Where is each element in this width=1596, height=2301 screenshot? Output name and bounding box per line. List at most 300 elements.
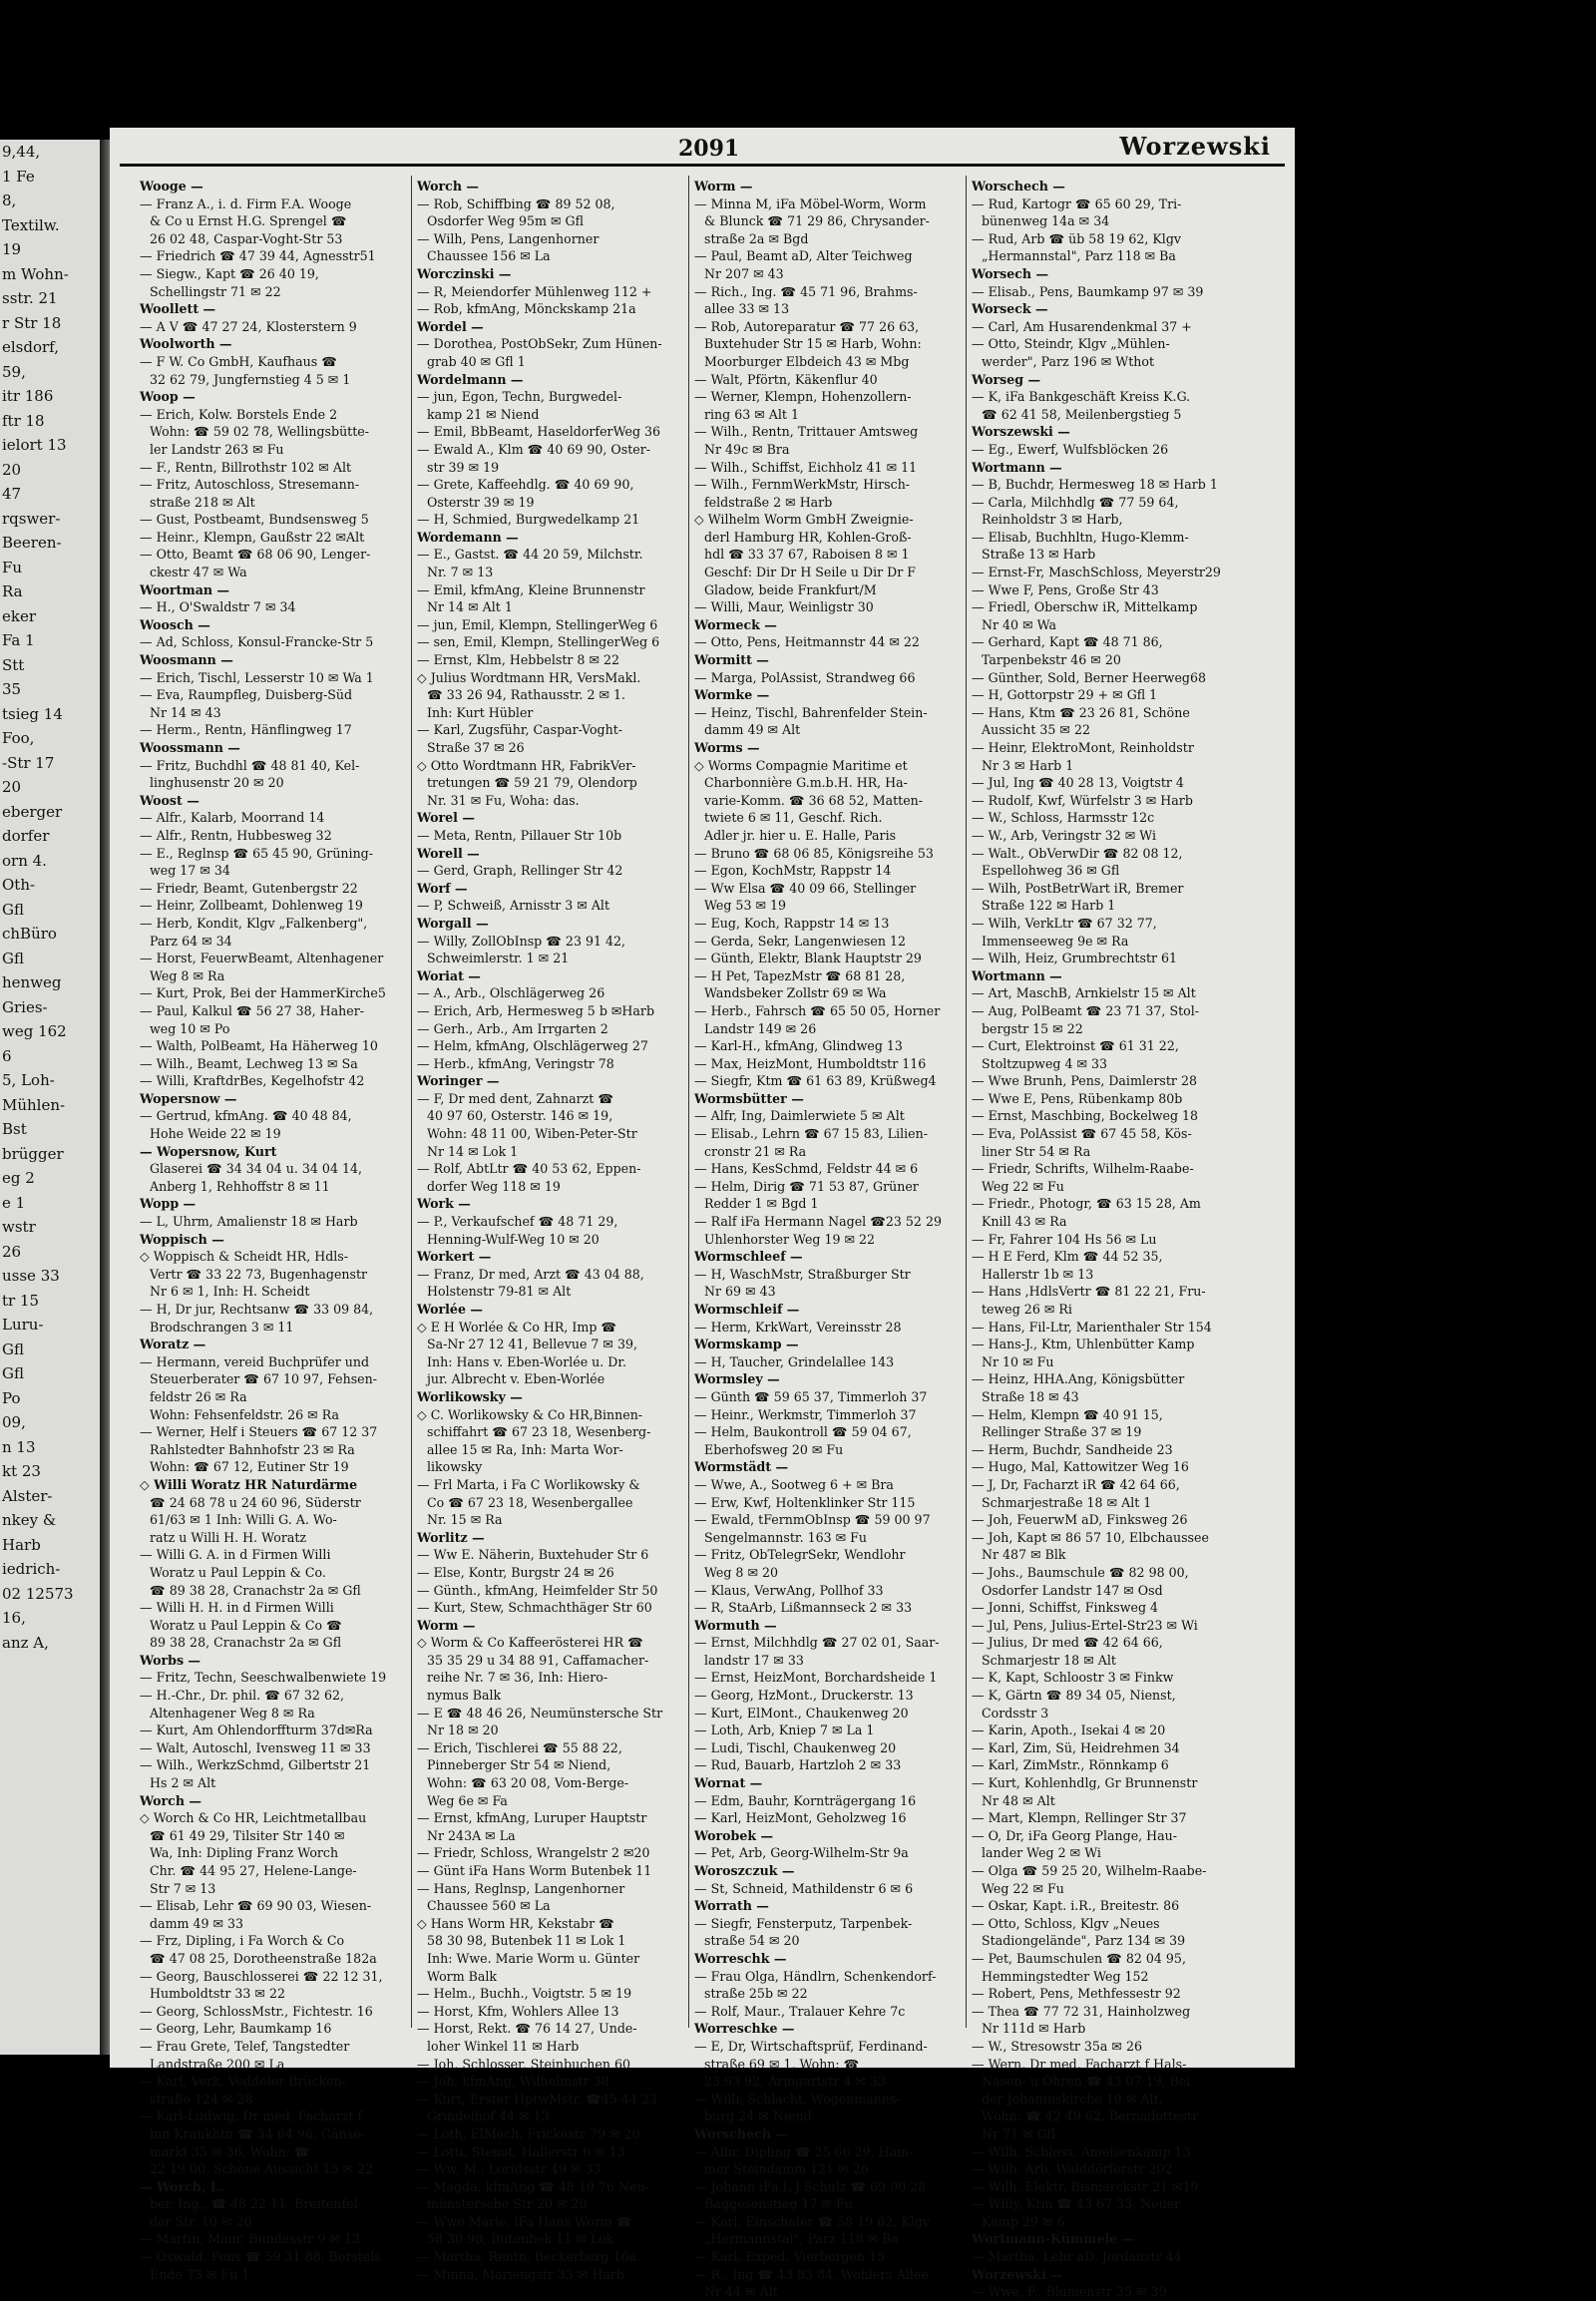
directory-entry: Nr 14 ✉ Lok 1	[427, 1143, 519, 1159]
directory-entry: — Willi, Maur, Weinligstr 30	[694, 599, 874, 615]
directory-entry: — Otto, Steindr, Klgv „Mühlen-	[972, 336, 1170, 352]
directory-entry: Nr 44 ✉ Alt	[704, 2284, 778, 2300]
left-page-fragment: Fu	[2, 558, 23, 576]
directory-entry: ◇ Wilhelm Worm GmbH Zweignie-	[694, 512, 914, 528]
surname-heading: Worell —	[417, 845, 480, 861]
surname-heading: Worm —	[417, 1617, 476, 1633]
directory-entry: — Frau Grete, Telef, Tangstedter	[140, 2038, 350, 2054]
surname-heading: Wormeck —	[694, 616, 777, 632]
surname-heading: Woossmann —	[140, 740, 240, 755]
column-rule	[688, 176, 689, 2028]
directory-entry: — Curt, Elektroinst ☎ 61 31 22,	[972, 1038, 1179, 1054]
surname-heading: Worreschk —	[694, 1950, 787, 1966]
directory-entry: 22 19 00, Schöne Aussicht 15 ✉ 22	[150, 2161, 374, 2177]
directory-entry: — Günt iFa Hans Worm Butenbek 11	[417, 1863, 652, 1878]
directory-entry: — Otto, Pens, Heitmannstr 44 ✉ 22	[694, 634, 920, 650]
directory-entry: — Wilh, Pens, Langenhorner	[417, 230, 599, 246]
surname-heading: Woppisch —	[140, 1231, 224, 1247]
directory-entry: — Rolf, AbtLtr ☎ 40 53 62, Eppen-	[417, 1161, 641, 1177]
surname-heading: Wooge —	[140, 179, 203, 193]
directory-entry: ◇ C. Worlikowsky & Co HR,Binnen-	[417, 1406, 643, 1422]
directory-entry: — Günther, Sold, Berner Heerweg68	[972, 669, 1206, 685]
directory-entry: — Wwe E, Pens, Rübenkamp 80b	[972, 1090, 1183, 1106]
left-page-fragment: Gfl	[2, 1364, 24, 1382]
directory-entry: — K, Gärtn ☎ 89 34 05, Nienst,	[972, 1688, 1176, 1704]
surname-heading: Worlée —	[417, 1302, 483, 1317]
directory-entry: — Helm., Buchh., Voigtstr. 5 ✉ 19	[417, 1986, 632, 2002]
directory-entry: ◇ E H Worlée & Co HR, Imp ☎	[417, 1319, 617, 1335]
directory-entry: — Fritz, ObTelegrSekr, Wendlohr	[694, 1547, 906, 1563]
directory-entry: Moorburger Elbdeich 43 ✉ Mbg	[704, 353, 910, 369]
directory-entry: — Ernst, Milchhdlg ☎ 27 02 01, Saar-	[694, 1635, 940, 1651]
directory-entry: weg 17 ✉ 34	[150, 863, 230, 879]
directory-entry: — Eva, PolAssist ☎ 67 45 58, Kös-	[972, 1126, 1192, 1142]
directory-entry: — Ernst, kfmAng, Luruper Hauptstr	[417, 1810, 647, 1826]
directory-entry: — Martha, Lehr aD, Jordanstr 44	[972, 2249, 1182, 2265]
directory-entry: Landstraße 200 ✉ La	[150, 2056, 285, 2072]
directory-entry: — Marga, PolAssist, Strandweg 66	[694, 669, 916, 685]
directory-entry: — Pet, Baumschulen ☎ 82 04 95,	[972, 1950, 1186, 1966]
directory-entry: — Rolf, Maur., Tralauer Kehre 7c	[694, 2003, 906, 2019]
directory-entry: — Kurt, Prok, Bei der HammerKirche5	[140, 985, 386, 1001]
surname-heading: Worel —	[417, 810, 475, 826]
directory-entry: Wa, Inh: Dipling Franz Worch	[150, 1845, 339, 1861]
left-page-fragment: itr 186	[2, 387, 54, 405]
surname-heading: Woosmann —	[140, 652, 233, 668]
directory-entry: — Ewald A., Klm ☎ 40 69 90, Oster-	[417, 441, 651, 457]
directory-entry: Rellinger Straße 37 ✉ 19	[982, 1424, 1142, 1440]
directory-entry: — jun, Emil, Klempn, StellingerWeg 6	[417, 616, 658, 632]
directory-entry: ◇ Worm & Co Kaffeerösterei HR ☎	[417, 1635, 643, 1651]
left-page-fragment: weg 162	[2, 1022, 67, 1040]
directory-entry: Anberg 1, Rehhoffstr 8 ✉ 11	[150, 1178, 330, 1194]
left-page-fragment: Beeren-	[2, 534, 62, 552]
directory-entry: markt 35 ✉ 36, Wohn: ☎	[150, 2143, 310, 2159]
directory-entry: — Jonni, Schiffst, Finksweg 4	[972, 1600, 1159, 1616]
directory-entry: Nr. 15 ✉ Ra	[427, 1512, 503, 1528]
directory-entry: — W., Stresowstr 35a ✉ 26	[972, 2038, 1142, 2054]
left-page-fragment: Harb	[2, 1535, 41, 1554]
surname-heading: Worgall —	[417, 915, 489, 931]
directory-entry: — Fr, Fahrer 104 Hs 56 ✉ Lu	[972, 1231, 1157, 1247]
directory-entry: Schmarjestraße 18 ✉ Alt 1	[982, 1494, 1152, 1510]
directory-entry: — Hans, Reglnsp, Langenhorner	[417, 1880, 625, 1896]
directory-entry: — Kurt, ElMont., Chaukenweg 20	[694, 1705, 909, 1721]
directory-entry: weg 10 ✉ Po	[150, 1020, 230, 1036]
column-1	[140, 178, 407, 2283]
surname-heading: Wormschleef —	[694, 1249, 803, 1265]
left-page-fragment: 9,44,	[2, 143, 41, 161]
directory-entry: — Erich, Arb, Hermesweg 5 b ✉Harb	[417, 1002, 655, 1018]
directory-entry: — Wilh., WerkzSchmd, Gilbertstr 21	[140, 1757, 371, 1773]
directory-entry: — Rich., Ing. ☎ 45 71 96, Brahms-	[694, 283, 918, 299]
directory-entry: — Wwe Marie, iFa Hans Worm ☎	[417, 2213, 632, 2229]
directory-entry: — Friedr., Photogr, ☎ 63 15 28, Am	[972, 1196, 1201, 1212]
left-page-fragment: Gries-	[2, 997, 48, 1016]
surname-heading: Wordemann —	[417, 529, 519, 545]
directory-entry: — Oswald, Pens ☎ 59 31 88, Borstels	[140, 2249, 381, 2265]
directory-entry: Tarpenbekstr 46 ✉ 20	[982, 652, 1121, 668]
left-page-fragment: 20	[2, 460, 22, 479]
left-page-fragment: rqswer-	[2, 509, 61, 528]
directory-entry: — Ernst-Fr, MaschSchloss, Meyerstr29	[972, 565, 1221, 580]
directory-entry: — Helm, Baukontroll ☎ 59 04 67,	[694, 1424, 912, 1440]
directory-entry: — Franz, Dr med, Arzt ☎ 43 04 88,	[417, 1266, 644, 1282]
previous-page-edge	[0, 140, 100, 2055]
directory-entry: ◇ Willi Woratz HR Naturdärme	[140, 1476, 358, 1492]
directory-entry: Charbonnière G.m.b.H. HR, Ha-	[704, 775, 908, 791]
directory-entry: — Rud, Kartogr ☎ 65 60 29, Tri-	[972, 195, 1182, 211]
directory-entry: Sa-Nr 27 12 41, Bellevue 7 ✉ 39,	[427, 1337, 638, 1352]
directory-entry: — Wilh, Schloss, Ameisenkamp 13	[972, 2143, 1191, 2159]
left-page-fragment: e 1	[2, 1193, 26, 1212]
directory-entry: — Karl, Zugsführ, Caspar-Voght-	[417, 722, 623, 738]
directory-entry: straße 2a ✉ Bgd	[704, 230, 809, 246]
surname-heading: Wormke —	[694, 687, 770, 703]
directory-entry: — Gerda, Sekr, Langenwiesen 12	[694, 933, 906, 949]
directory-entry: — Willy, Ktm ☎ 43 67 33, Neuer	[972, 2196, 1181, 2212]
directory-entry: Wohn: 48 11 00, Wiben-Peter-Str	[427, 1126, 637, 1142]
left-page-fragment: 02 12573	[2, 1584, 74, 1603]
directory-entry: Weg 53 ✉ 19	[704, 898, 787, 914]
directory-entry: — Fritz, Techn, Seeschwalbenwiete 19	[140, 1670, 387, 1686]
directory-entry: Weg 8 ✉ 20	[704, 1564, 779, 1580]
directory-entry: Weg 22 ✉ Fu	[982, 1880, 1064, 1896]
directory-entry: — Herb., kfmAng, Veringstr 78	[417, 1055, 614, 1071]
directory-entry: — Otto, Schloss, Klgv „Neues	[972, 1915, 1160, 1931]
directory-entry: feldstr 26 ✉ Ra	[150, 1388, 247, 1404]
directory-entry: — Else, Kontr, Burgstr 24 ✉ 26	[417, 1564, 614, 1580]
directory-entry: — Martha, Rentn, Beckerberg 16a	[417, 2249, 636, 2265]
surname-heading: Woollett —	[140, 301, 216, 317]
directory-entry: — Gertrud, kfmAng. ☎ 40 48 84,	[140, 1108, 352, 1124]
directory-entry: — Gerhard, Kapt ☎ 48 71 86,	[972, 634, 1163, 650]
directory-entry: — Rud, Bauarb, Hartzloh 2 ✉ 33	[694, 1757, 902, 1773]
left-page-fragment: 20	[2, 778, 22, 796]
directory-entry: — K, iFa Bankgeschäft Kreiss K.G.	[972, 389, 1191, 405]
directory-entry: — Horst, Rekt. ☎ 76 14 27, Unde-	[417, 2021, 637, 2037]
left-page-fragment: 09,	[2, 1413, 26, 1431]
directory-entry: Nr 243A ✉ La	[427, 1827, 516, 1843]
left-page-fragment: tr 15	[2, 1291, 40, 1310]
directory-entry: — H, WaschMstr, Straßburger Str	[694, 1266, 911, 1282]
directory-entry: — Heinz, Tischl, Bahrenfelder Stein-	[694, 704, 928, 720]
directory-entry: ◇ Julius Wordtmann HR, VersMakl.	[417, 669, 641, 685]
directory-entry: — Ww E. Näherin, Buxtehuder Str 6	[417, 1547, 649, 1563]
directory-entry: — Alfr, Ing, Daimlerwiete 5 ✉ Alt	[694, 1108, 905, 1124]
directory-entry: — Erich, Tischl, Lesserstr 10 ✉ Wa 1	[140, 669, 374, 685]
surname-heading: Woratz —	[140, 1337, 206, 1352]
directory-entry: — Wern, Dr med, Facharzt f Hals-	[972, 2056, 1187, 2072]
directory-entry: Grindelhof 44 ✉ 13	[427, 2109, 550, 2124]
surname-heading: Wortmann-Kümmele —	[972, 2231, 1135, 2247]
left-page-fragment: 8,	[2, 192, 17, 209]
directory-entry: Gladow, beide Frankfurt/M	[704, 581, 877, 597]
surname-heading: Wormstädt —	[694, 1459, 789, 1475]
directory-entry: — W., Schloss, Harmsstr 12c	[972, 810, 1155, 826]
directory-entry: damm 49 ✉ Alt	[704, 722, 801, 738]
directory-entry: — Klaus, VerwAng, Pollhof 33	[694, 1582, 884, 1598]
directory-entry: — H, Schmied, Burgwedelkamp 21	[417, 512, 640, 528]
directory-entry: Schellingstr 71 ✉ 22	[150, 283, 281, 299]
directory-entry: Nasen- u Ohren ☎ 43 07 19, Bei	[982, 2074, 1191, 2090]
directory-entry: ☎ 24 68 78 u 24 60 96, Süderstr	[150, 1494, 361, 1510]
directory-entry: ☎ 33 26 94, Rathausstr. 2 ✉ 1.	[427, 687, 626, 703]
directory-entry: Nr 69 ✉ 43	[704, 1284, 776, 1300]
directory-entry: Weg 6e ✉ Fa	[427, 1792, 508, 1808]
directory-entry: — Willy, ZollObInsp ☎ 23 91 42,	[417, 933, 626, 949]
directory-entry: — Friedr, Schrifts, Wilhelm-Raabe-	[972, 1161, 1194, 1177]
directory-entry: — P, Schweiß, Arnisstr 3 ✉ Alt	[417, 898, 610, 914]
left-page-fragment: dorfer	[2, 827, 50, 845]
directory-entry: — Ernst, Klm, Hebbelstr 8 ✉ 22	[417, 652, 620, 668]
directory-entry: — F., Rentn, Billrothstr 102 ✉ Alt	[140, 459, 352, 475]
directory-entry: — Werner, Helf i Steuers ☎ 67 12 37	[140, 1424, 378, 1440]
left-page-fragment: Po	[2, 1388, 21, 1407]
directory-entry: — Franz A., i. d. Firm F.A. Wooge	[140, 195, 352, 211]
directory-entry: — H, Taucher, Grindelallee 143	[694, 1353, 895, 1369]
left-page-fragment: -Str 17	[2, 753, 55, 772]
directory-entry: Reinholdstr 3 ✉ Harb,	[982, 512, 1123, 528]
directory-entry: — Karl, ZimMstr., Rönnkamp 6	[972, 1757, 1169, 1773]
directory-entry: — Herm., Rentn, Hänflingweg 17	[140, 722, 352, 738]
surname-heading: Wormskamp —	[694, 1337, 799, 1352]
directory-entry: — Frz, Dipling, i Fa Worch & Co	[140, 1933, 345, 1949]
directory-entry: — J, Dr, Facharzt iR ☎ 42 64 66,	[972, 1476, 1180, 1492]
directory-entry: ☎ 47 08 25, Dorotheenstraße 182a	[150, 1950, 377, 1966]
left-page-fragment: Gfl	[2, 1340, 24, 1358]
directory-entry: — Günth ☎ 59 65 37, Timmerloh 37	[694, 1388, 928, 1404]
directory-entry: hdl ☎ 33 37 67, Raboisen 8 ✉ 1	[704, 547, 910, 563]
directory-entry: — Rob, Autoreparatur ☎ 77 26 63,	[694, 318, 920, 334]
left-page-fragment: eker	[2, 606, 37, 625]
directory-entry: — Heinz, HHA.Ang, Königsbütter	[972, 1371, 1185, 1387]
directory-entry: — Magda, kfmAng ☎ 48 19 76 Neu-	[417, 2178, 649, 2194]
left-page-fragment: 6	[2, 1046, 12, 1065]
directory-entry: — Wilh., Beamt, Lechweg 13 ✉ Sa	[140, 1055, 358, 1071]
surname-heading: Worczinski —	[417, 265, 512, 281]
directory-entry: 61/63 ✉ 1 Inh: Willi G. A. Wo-	[150, 1512, 337, 1528]
directory-entry: — Wilh, Arb, Walddörferstr 202	[972, 2161, 1173, 2177]
directory-entry: — Bruno ☎ 68 06 85, Königsreihe 53	[694, 845, 934, 861]
directory-entry: „Hermannstal", Parz 118 ✉ Ba	[982, 248, 1176, 264]
directory-entry: straße 124 ✉ 28	[150, 2091, 253, 2107]
directory-entry: werder", Parz 196 ✉ Wthot	[982, 353, 1155, 369]
directory-entry: allee 15 ✉ Ra, Inh: Marta Wor-	[427, 1441, 623, 1457]
directory-entry: — Karl, Exped, Vierbergen 15	[694, 2249, 886, 2265]
directory-entry: — E., Gastst. ☎ 44 20 59, Milchstr.	[417, 547, 643, 563]
directory-entry: Woratz u Paul Leppin & Co.	[150, 1564, 326, 1580]
directory-entry: Inh: Wwe. Marie Worm u. Günter	[427, 1950, 640, 1966]
directory-entry: — Olga ☎ 59 25 20, Wilhelm-Raabe-	[972, 1863, 1207, 1878]
directory-entry: — Carl, Am Husarendenkmal 37 +	[972, 318, 1192, 334]
directory-entry: Chaussee 560 ✉ La	[427, 1898, 551, 1914]
directory-entry: ber. Ing., ☎ 48 22 11, Breitenfel-	[150, 2196, 362, 2212]
left-page-fragment: eg 2	[2, 1169, 35, 1187]
directory-entry: 35 35 29 u 34 88 91, Caffamacher-	[427, 1652, 649, 1668]
directory-entry: Steuerberater ☎ 67 10 97, Fehsen-	[150, 1371, 377, 1387]
directory-entry: — Ralf iFa Hermann Nagel ☎23 52 29	[694, 1214, 942, 1230]
left-page-fragment: 26	[2, 1242, 22, 1261]
left-page-fragment: ftr 18	[2, 411, 45, 430]
left-page-fragment: 47	[2, 485, 22, 503]
directory-entry: — Joh, FeuerwM aD, Finksweg 26	[972, 1512, 1188, 1528]
left-page-fragment: iedrich-	[2, 1560, 61, 1578]
directory-entry: — Elisab, Buchhltn, Hugo-Klemm-	[972, 529, 1189, 545]
directory-entry: — Mart, Klempn, Rellinger Str 37	[972, 1810, 1187, 1826]
directory-entry: schiffahrt ☎ 67 23 18, Wesenberg-	[427, 1424, 651, 1440]
directory-entry: — Karl, Einschaler ☎ 58 19 62, Klgv	[694, 2213, 930, 2229]
directory-entry: — Horst, FeuerwBeamt, Altenhagener	[140, 951, 384, 966]
directory-entry: landstr 17 ✉ 33	[704, 1652, 804, 1668]
directory-entry: — Georg, Lehr, Baumkamp 16	[140, 2021, 332, 2037]
directory-entry: ◇ Otto Wordtmann HR, FabrikVer-	[417, 757, 636, 773]
directory-entry: kamp 21 ✉ Niend	[427, 406, 540, 422]
surname-heading: Wopersnow —	[140, 1090, 237, 1106]
directory-entry: ◇ Hans Worm HR, Kekstabr ☎	[417, 1915, 614, 1931]
directory-entry: — Kurt, Kohlenhdlg, Gr Brunnenstr	[972, 1775, 1198, 1791]
directory-entry: Espellohweg 36 ✉ Gfl	[982, 863, 1120, 879]
directory-entry: Glaserei ☎ 34 34 04 u. 34 04 14,	[150, 1161, 362, 1177]
left-page-fragment: kt 23	[2, 1462, 41, 1480]
directory-entry: — Wilh, Elektr, Bismarckstr 21 ✉19	[972, 2178, 1199, 2194]
directory-entry: Nr 6 ✉ 1, Inh: H. Scheidt	[150, 1284, 310, 1300]
column-2	[417, 178, 684, 2283]
directory-entry: — H, Gottorpstr 29 + ✉ Gfl 1	[972, 687, 1158, 703]
surname-heading: Worobek —	[694, 1827, 774, 1843]
directory-entry: 40 97 60, Osterstr. 146 ✉ 19,	[427, 1108, 613, 1124]
directory-entry: ring 63 ✉ Alt 1	[704, 406, 800, 422]
surname-heading: Worrath —	[694, 1898, 769, 1914]
surname-heading: Worszewski —	[972, 424, 1070, 440]
directory-entry: — Ludi, Tischl, Chaukenweg 20	[694, 1739, 897, 1755]
surname-heading: Woortman —	[140, 581, 229, 597]
directory-entry: ☎ 62 41 58, Meilenbergstieg 5	[982, 406, 1182, 422]
directory-entry: — Heinr., Werkmstr, Timmerloh 37	[694, 1406, 917, 1422]
directory-entry: Henning-Wulf-Weg 10 ✉ 20	[427, 1231, 599, 1247]
directory-entry: — jun, Egon, Techn, Burgwedel-	[417, 389, 622, 405]
directory-entry: Wohn: ☎ 63 20 08, Vom-Berge-	[427, 1775, 629, 1791]
left-page-fragment: Fa 1	[2, 631, 35, 649]
directory-entry: Osdorfer Weg 95m ✉ Gfl	[427, 213, 585, 229]
directory-entry: Chaussee 156 ✉ La	[427, 248, 551, 264]
surname-heading: Worschech —	[694, 2125, 788, 2141]
directory-entry: — Martin, Maur, Bundesstr 9 ✉ 13	[140, 2231, 360, 2247]
directory-entry: Holstenstr 79-81 ✉ Alt	[427, 1284, 572, 1300]
directory-entry: Brodschrangen 3 ✉ 11	[150, 1319, 294, 1335]
surname-heading: Woosch —	[140, 616, 210, 632]
directory-entry: Straße 18 ✉ 43	[982, 1388, 1079, 1404]
directory-entry: Wohn: ☎ 59 02 78, Wellingsbütte-	[150, 424, 370, 440]
directory-entry: — Kurt, Am Ohlendorffturm 37d✉Ra	[140, 1723, 373, 1738]
left-page-fragment: 5, Loh-	[2, 1071, 55, 1089]
directory-entry: inn Krankhtn ☎ 34 64 96, Gänse-	[150, 2125, 365, 2141]
directory-entry: — Ww, M., Loridsstr 49 ✉ 33	[417, 2161, 601, 2177]
directory-entry: der Str. 10 ✉ 20	[150, 2213, 252, 2229]
directory-entry: Humboldtstr 33 ✉ 22	[150, 1986, 285, 2002]
surname-heading: Worseg —	[972, 371, 1041, 387]
directory-entry: — Rudolf, Kwf, Würfelstr 3 ✉ Harb	[972, 792, 1193, 808]
directory-entry: — Hans ,HdlsVertr ☎ 81 22 21, Fru-	[972, 1284, 1206, 1300]
column-3	[694, 178, 962, 2301]
directory-entry: — Heinr., Klempn, Gaußstr 22 ✉Alt	[140, 529, 365, 545]
directory-entry: — Hans, Fil-Ltr, Marienthaler Str 154	[972, 1319, 1212, 1335]
page-header	[120, 132, 1285, 167]
directory-entry: — Ad, Schloss, Konsul-Francke-Str 5	[140, 634, 374, 650]
directory-entry: str 39 ✉ 19	[427, 459, 500, 475]
directory-entry: Aussicht 35 ✉ 22	[982, 722, 1090, 738]
left-page-fragment: Luru-	[2, 1316, 44, 1334]
directory-entry: Knill 43 ✉ Ra	[982, 1214, 1067, 1230]
directory-entry: Wohn: Fehsenfeldstr. 26 ✉ Ra	[150, 1406, 340, 1422]
directory-entry: Nr 18 ✉ 20	[427, 1723, 499, 1738]
directory-entry: — Herm, Buchdr, Sandheide 23	[972, 1441, 1173, 1457]
directory-entry: — H, Dr jur, Rechtsanw ☎ 33 09 84,	[140, 1302, 374, 1317]
directory-entry: nymus Balk	[427, 1688, 502, 1704]
surname-heading: Work —	[417, 1196, 471, 1212]
directory-entry: ◇ Worch & Co HR, Leichtmetallbau	[140, 1810, 367, 1826]
directory-entry: Chr. ☎ 44 95 27, Helene-Lange-	[150, 1863, 357, 1878]
surname-heading: Woringer —	[417, 1073, 500, 1089]
directory-entry: — Kurt, Erster HptwMstr, ☎45 44 23	[417, 2091, 657, 2107]
directory-entry: — Ww Elsa ☎ 40 09 66, Stellinger	[694, 880, 917, 896]
directory-entry: — Karl, HeizMont, Geholzweg 16	[694, 1810, 907, 1826]
directory-entry: — H E Ferd, Klm ☎ 44 52 35,	[972, 1249, 1163, 1265]
directory-entry: — Elisab., Lehrn ☎ 67 15 83, Lilien-	[694, 1126, 928, 1142]
surname-heading: Wopp —	[140, 1196, 197, 1212]
directory-entry: allee 33 ✉ 13	[704, 301, 790, 317]
directory-entry: Osdorfer Landstr 147 ✉ Osd	[982, 1582, 1163, 1598]
column-4	[972, 178, 1239, 2301]
directory-entry: — R, Meiendorfer Mühlenweg 112 +	[417, 283, 652, 299]
left-page-fragment: r Str 18	[2, 313, 62, 332]
directory-entry: — Willi H. H. in d Firmen Willi	[140, 1600, 334, 1616]
directory-entry: loher Winkel 11 ✉ Harb	[427, 2038, 580, 2054]
surname-heading: Wormsbütter —	[694, 1090, 804, 1106]
directory-entry: jur. Albrecht v. Eben-Worlée	[427, 1371, 605, 1387]
directory-entry: — Wilh, PostBetrWart iR, Bremer	[972, 880, 1184, 896]
directory-entry: — Georg, SchlossMstr., Fichtestr. 16	[140, 2003, 373, 2019]
directory-entry: — Walt, Autoschl, Ivensweg 11 ✉ 33	[140, 1739, 371, 1755]
left-page-fragment: anz A,	[2, 1633, 49, 1652]
directory-entry: — Erw, Kwf, Holtenklinker Str 115	[694, 1494, 916, 1510]
directory-entry: — Oskar, Kapt. i.R., Breitestr. 86	[972, 1898, 1180, 1914]
directory-entry: — Wwe F, Pens, Große Str 43	[972, 581, 1159, 597]
left-page-fragment: chBüro	[2, 925, 57, 943]
directory-entry: — Georg, Bauschlosserei ☎ 22 12 31,	[140, 1968, 383, 1984]
directory-entry: — Gerd, Graph, Rellinger Str 42	[417, 863, 623, 879]
directory-entry: Cordsstr 3	[982, 1705, 1049, 1721]
directory-entry: — Jul, Ing ☎ 40 28 13, Voigtstr 4	[972, 775, 1184, 791]
directory-entry: Straße 13 ✉ Harb	[982, 547, 1096, 563]
directory-entry: — Julius, Dr med ☎ 42 64 66,	[972, 1635, 1163, 1651]
surname-heading: Worreschke —	[694, 2021, 795, 2037]
directory-entry: Geschf: Dir Dr H Seile u Dir Dr F	[704, 565, 917, 580]
left-page-fragment: wstr	[2, 1218, 36, 1236]
directory-entry: — Günth, Elektr, Blank Hauptstr 29	[694, 951, 922, 966]
surname-heading: Worsech —	[972, 265, 1049, 281]
directory-entry: 23 93 92, Armgartstr 4 ✉ 33	[704, 2074, 886, 2090]
directory-entry: — Hans, Ktm ☎ 23 26 81, Schöne	[972, 704, 1190, 720]
surname-heading: Wormschleif —	[694, 1302, 800, 1317]
directory-entry: — Herm, KrkWart, Vereinsstr 28	[694, 1319, 902, 1335]
directory-entry: — Helm, Klempn ☎ 40 91 15,	[972, 1406, 1163, 1422]
directory-entry: — Karl-H., kfmAng, Glindweg 13	[694, 1038, 903, 1054]
directory-entry: — Aug, PolBeamt ☎ 23 71 37, Stol-	[972, 1002, 1199, 1018]
directory-entry: Inh: Hans v. Eben-Worlée u. Dr.	[427, 1353, 627, 1369]
directory-entry: bergstr 15 ✉ 22	[982, 1020, 1083, 1036]
directory-entry: — O, Dr, iFa Georg Plange, Hau-	[972, 1827, 1178, 1843]
